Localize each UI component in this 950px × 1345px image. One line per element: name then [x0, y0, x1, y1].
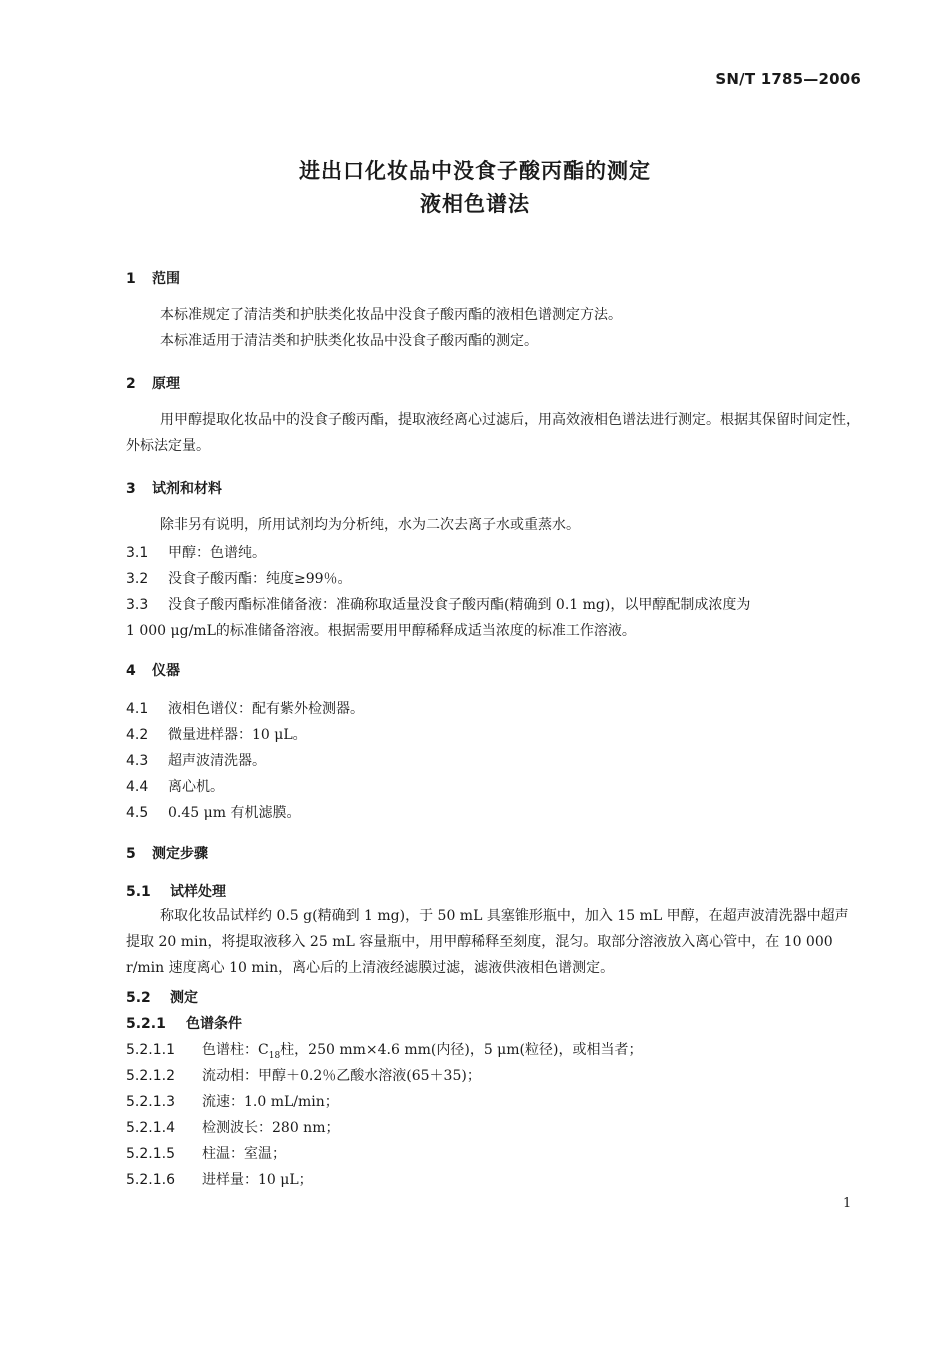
- item-number: 3.2: [126, 571, 149, 587]
- document-title: 进出口化妆品中没食子酸丙酯的测定: [299, 159, 651, 183]
- item-text: 没食子酸丙酯：纯度≥99％。: [168, 571, 352, 587]
- item-subscript: 18: [268, 1050, 281, 1061]
- section-title: 试剂和材料: [152, 481, 222, 497]
- subsection-heading-determination: [126, 987, 198, 1007]
- item-text: 0.45 μm 有机滤膜。: [168, 805, 301, 821]
- condition-item: [126, 1143, 286, 1163]
- subsection-heading-sample-prep: [126, 881, 226, 901]
- item-text: 检测波长：280 nm；: [202, 1120, 340, 1136]
- subsection-title: 试样处理: [170, 884, 226, 900]
- item-text: 没食子酸丙酯标准储备液：准确称取适量没食子酸丙酯(精确到 0.1 mg)，以甲醇配制成浓度为: [168, 597, 751, 613]
- list-item: [126, 776, 224, 796]
- subsection-number: 5.2: [126, 990, 151, 1006]
- list-item: [126, 568, 352, 588]
- item-number: 3.1: [126, 545, 149, 561]
- list-item: [126, 750, 266, 770]
- condition-item: [126, 1169, 313, 1189]
- section-title: 仪器: [152, 663, 180, 679]
- document-subtitle: 液相色谱法: [420, 192, 530, 216]
- condition-item: [126, 1065, 481, 1085]
- section-title: 测定步骤: [152, 846, 208, 862]
- section-number: 5: [126, 846, 136, 862]
- item-number: 5.2.1.3: [126, 1094, 175, 1110]
- paragraph: 本标准规定了清洁类和护肤类化妆品中没食子酸丙酯的液相色谱测定方法。: [160, 307, 622, 323]
- paragraph: 称取化妆品试样约 0.5 g(精确到 1 mg)，于 50 mL 具塞锥形瓶中，加入 15 mL 甲醇，在超声波清洗器中超声提取 20 min，将提取液移入 25 mL 容量瓶中，用甲醇稀释至刻度，混匀。取部分溶液放入离心管中，在 10 000 r/min 速度离心 10 min，离心后的上清液经滤膜过滤，滤液供液相色谱测定。: [126, 908, 849, 976]
- item-number: 5.2.1.1: [126, 1042, 175, 1058]
- subsection-number: 5.1: [126, 884, 151, 900]
- item-text: 流动相：甲醇＋0.2％乙酸水溶液(65＋35)；: [202, 1068, 481, 1084]
- item-text: 柱温：室温；: [202, 1146, 286, 1162]
- item-text: 流速：1.0 mL/min；: [202, 1094, 339, 1110]
- item-number: 4.5: [126, 805, 149, 821]
- section-heading-procedure: [126, 843, 208, 863]
- item-text: 甲醇：色谱纯。: [168, 545, 266, 561]
- paragraph: 除非另有说明，所用试剂均为分析纯，水为二次去离子水或重蒸水。: [160, 517, 580, 533]
- section-number: 4: [126, 663, 136, 679]
- item-number: 5.2.1.5: [126, 1146, 175, 1162]
- item-number: 4.1: [126, 701, 149, 717]
- item-number: 3.3: [126, 597, 149, 613]
- item-text: 液相色谱仪：配有紫外检测器。: [168, 701, 364, 717]
- item-text-post: 柱，250 mm×4.6 mm(内径)，5 μm(粒径)，或相当者；: [280, 1042, 643, 1058]
- subsection-number: 5.2.1: [126, 1016, 166, 1032]
- list-item: [126, 542, 266, 562]
- list-item: [126, 594, 750, 614]
- paragraph: 本标准适用于清洁类和护肤类化妆品中没食子酸丙酯的测定。: [160, 333, 538, 349]
- condition-item: [126, 1039, 642, 1061]
- section-heading-reagents: [126, 478, 222, 498]
- paragraph: 用甲醇提取化妆品中的没食子酸丙酯，提取液经离心过滤后，用高效液相色谱法进行测定。根据其保留时间定性，外标法定量。: [126, 412, 860, 454]
- section-title: 范围: [152, 271, 180, 287]
- subsection-title: 测定: [170, 990, 198, 1006]
- item-text: 离心机。: [168, 779, 224, 795]
- item-number: 4.2: [126, 727, 149, 743]
- section-number: 3: [126, 481, 136, 497]
- item-number: 5.2.1.2: [126, 1068, 175, 1084]
- item-text-pre: 色谱柱：C: [202, 1042, 269, 1058]
- item-number: 5.2.1.6: [126, 1172, 175, 1188]
- condition-item: [126, 1091, 339, 1111]
- item-text: 微量进样器：10 μL。: [168, 727, 307, 743]
- list-item: [126, 698, 364, 718]
- item-number: 4.3: [126, 753, 149, 769]
- section-title: 原理: [152, 376, 180, 392]
- list-item-continuation: 1 000 μg/mL的标准储备溶液。根据需要用甲醇稀释成适当浓度的标准工作溶液。: [126, 623, 636, 639]
- page-number: 1: [843, 1196, 852, 1211]
- item-number: 4.4: [126, 779, 149, 795]
- section-heading-scope: [126, 268, 180, 288]
- condition-item: [126, 1117, 339, 1137]
- subsection-title: 色谱条件: [186, 1016, 242, 1032]
- item-text: 进样量：10 μL；: [202, 1172, 313, 1188]
- item-text: 超声波清洗器。: [168, 753, 266, 769]
- list-item: [126, 724, 307, 744]
- subsection-heading-chromatographic-conditions: [126, 1013, 242, 1033]
- section-heading-apparatus: [126, 660, 180, 680]
- list-item: [126, 802, 300, 822]
- section-number: 2: [126, 376, 136, 392]
- section-number: 1: [126, 271, 136, 287]
- item-number: 5.2.1.4: [126, 1120, 175, 1136]
- section-heading-principle: [126, 373, 180, 393]
- standard-code: SN/T 1785—2006: [715, 70, 861, 88]
